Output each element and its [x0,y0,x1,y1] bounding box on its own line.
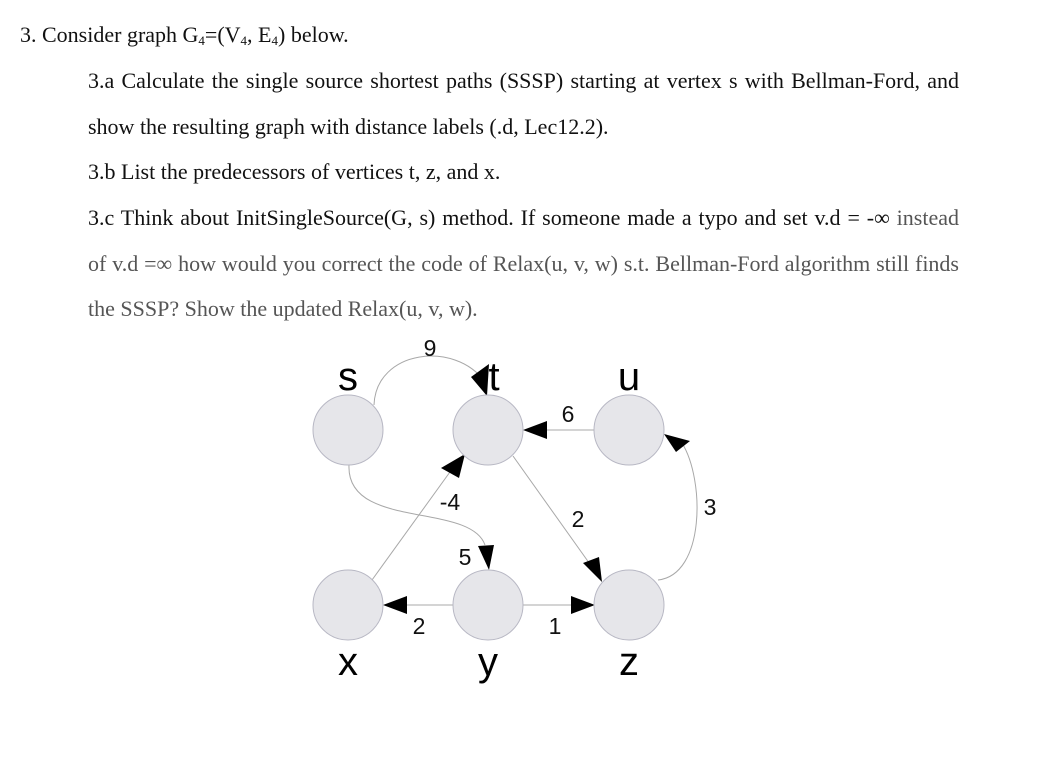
arrowhead-t-z [583,557,602,582]
question-heading: 3. Consider graph $G_4=(V_4$, $E_4$) below. [20,22,349,48]
edge-x-t [372,465,455,580]
vertex-y [453,570,523,640]
weight-y-z: 1 [548,613,562,639]
weight-s-y: 5 [458,544,472,570]
vertex-label-t: t [488,355,500,399]
edge-s-y [349,465,485,545]
arrowhead-u-t [523,421,547,439]
edge-s-t [374,356,485,405]
weight-x-t: -4 [439,489,461,515]
vertex-label-z: z [619,640,639,684]
vertex-x [313,570,383,640]
vertex-label-x: x [338,640,358,684]
vertex-label-y: y [478,640,498,684]
vertex-label-s: s [338,355,358,399]
arrowhead-x-t [441,454,465,478]
part-b-text: 3.b List the predecessors of vertices t, z, and x. [88,159,501,184]
weight-z-u: 3 [703,494,717,520]
vertex-s [313,395,383,465]
arrowhead-s-y [478,545,494,570]
vertex-z [594,570,664,640]
weight-u-t: 6 [561,401,575,427]
part-c-head: 3.c Think about InitSingleSource(G, s) method. If someone made a typo and set v.d = -∞ [88,205,890,230]
weight-s-t: 9 [423,335,437,361]
edge-z-u [658,443,697,580]
vertex-t [453,395,523,465]
weight-y-x: 2 [412,613,426,639]
part-c-tail: instead of v.d =∞ how would you correct the code of Relax(u, v, w) s.t. Bellman-Ford algorithm still finds the SSSP? Show the updated Relax(u, v, w). [88,205,959,321]
arrowhead-s-t [471,364,489,396]
arrowhead-y-x [383,596,407,614]
vertex-label-u: u [617,355,641,399]
part-a-text: 3.a Calculate the single source shortest paths (SSSP) starting at vertex s with Bellman-Ford, and show the resulting graph with distance labels (.d, Lec12.2). [88,68,959,139]
vertex-u [594,395,664,465]
arrowhead-z-u [664,434,690,452]
arrowhead-y-z [571,596,595,614]
weight-t-z: 2 [571,506,585,532]
